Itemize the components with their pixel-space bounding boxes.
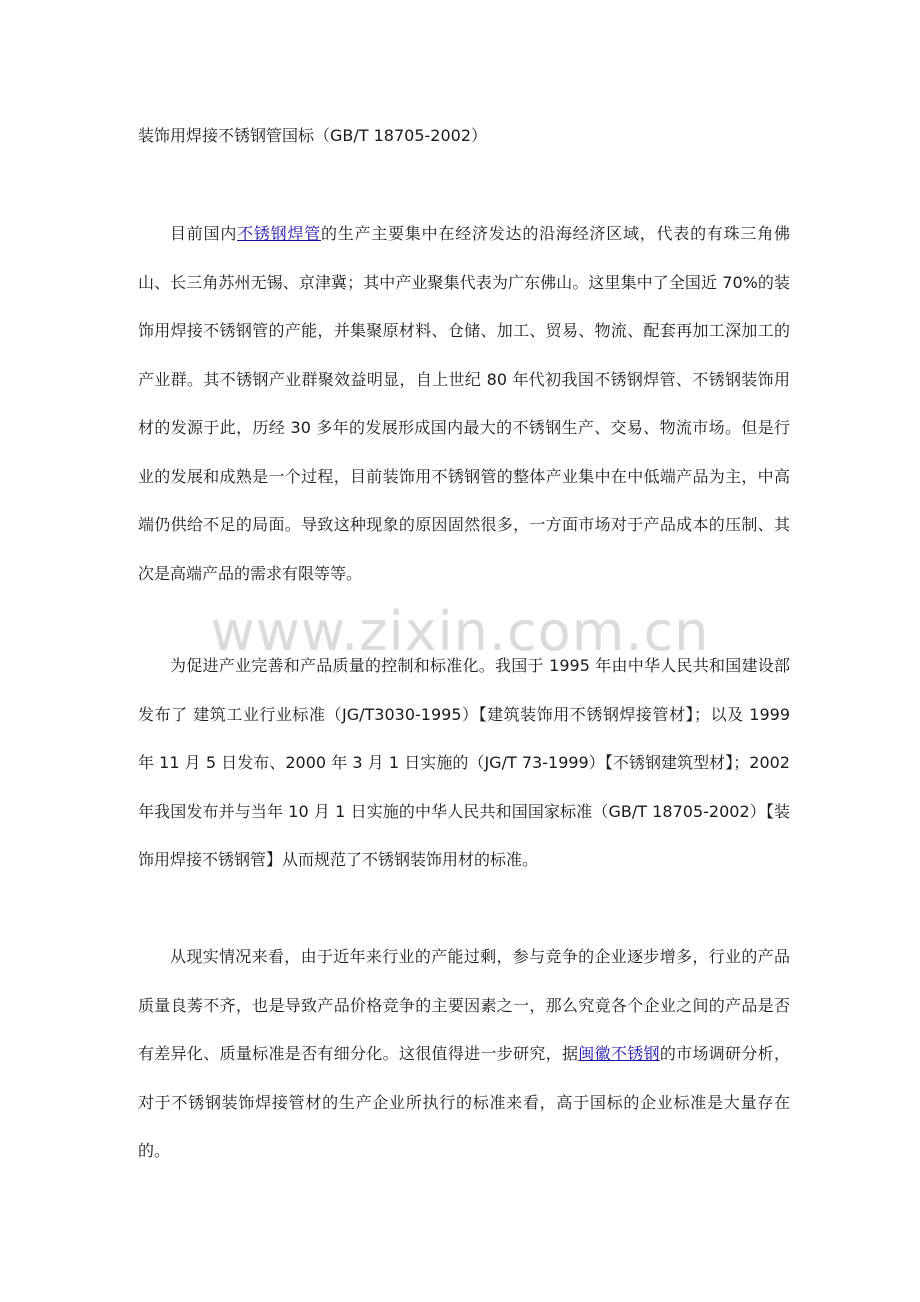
stainless-welded-pipe-link[interactable]: 不锈钢焊管 xyxy=(237,224,321,243)
paragraph-standards-history: 为促进产业完善和产品质量的控制和标准化。我国于 1995 年由中华人民共和国建设部发布了 建筑工业行业标准（JG/T3030-1995）【建筑装饰用不锈钢焊接管材】；以及 1999 年 11 月 5 日发布、2000 年 3 月 1 日实施的（JG/T 73-1999）【不锈钢建筑型材】；2002 年我国发布并与当年 10 月 1 日实施的中华人民共和国国家标准（GB/T 18705-2002）【装饰用焊接不锈钢管】从而规范了不锈钢装饰用材的标准。 xyxy=(138,656,790,869)
paragraph-industry-overview xyxy=(138,210,790,598)
watermark: www.zixin.com.cn xyxy=(210,600,710,663)
paragraph-market-analysis xyxy=(138,933,790,1176)
document-title: 装饰用焊接不锈钢管国标（GB/T 18705-2002） xyxy=(138,126,488,145)
paragraph-3-text-start: 从现实情况来看，由于近年来行业的产能过剩，参与竞争的企业逐步增多，行业的产品质量良莠不齐，也是导致产品价格竞争的主要因素之一，那么究竟各个企业之间的产品是否有差异化、质量标准是否有细分化。这很值得进一步研究，据 xyxy=(138,947,790,1063)
minhui-stainless-link[interactable]: 闽徽不锈钢 xyxy=(578,1044,660,1063)
paragraph-3-text-end: 的市场调研分析，对于不锈钢装饰焊接管材的生产企业所执行的标准来看，高于国标的企业标准是大量存在的。 xyxy=(138,1044,790,1160)
paragraph-1-text-start: 目前国内 xyxy=(170,224,238,243)
paragraph-1-text-end: 的生产主要集中在经济发达的沿海经济区域，代表的有珠三角佛山、长三角苏州无锡、京津冀；其中产业聚集代表为广东佛山。这里集中了全国近 70%的装饰用焊接不锈钢管的产能，并集聚原材料、仓储、加工、贸易、物流、配套再加工深加工的产业群。其不锈钢产业群聚效益明显，自上世纪 80 年代初我国不锈钢焊管、不锈钢装饰用材的发源于此，历经 30 多年的发展形成国内最大的不锈钢生产、交易、物流市场。但是行业的发展和成熟是一个过程，目前装饰用不锈钢管的整体产业集中在中低端产品为主，中高端仍供给不足的局面。导致这种现象的原因固然很多，一方面市场对于产品成本的压制、其次是高端产品的需求有限等等。 xyxy=(138,224,790,583)
